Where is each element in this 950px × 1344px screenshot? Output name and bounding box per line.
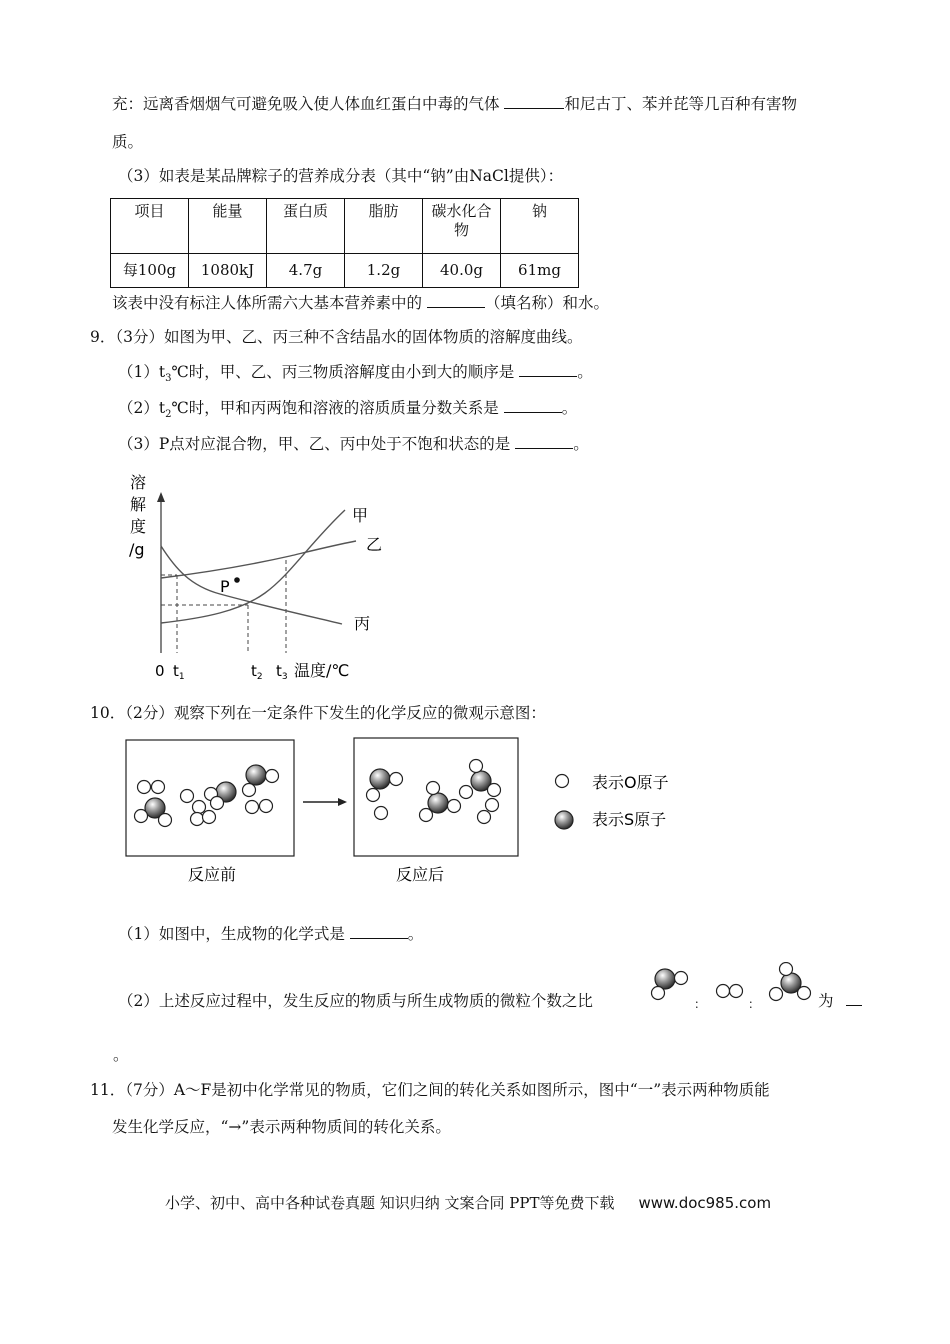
y-axis-arrow	[157, 492, 165, 502]
q8-after-table: 该表中没有标注人体所需六大基本营养素中的 （填名称）和水。	[112, 294, 609, 312]
y-axis-label: 度	[130, 517, 147, 536]
y-axis-label: /g	[129, 540, 145, 559]
q10-end: 。	[113, 1046, 129, 1064]
curve-label-yi: 乙	[366, 535, 383, 554]
solubility-graph	[120, 468, 400, 683]
table-cell: 40.0g	[423, 254, 501, 288]
o-atom-legend-icon	[556, 775, 569, 788]
q10-stem: 10．（2分）观察下列在一定条件下发生的化学反应的微观示意图：	[90, 704, 546, 722]
tick-t2: $t_2$	[251, 662, 263, 682]
table-cell: 1080kJ	[189, 254, 267, 288]
so3-molecule-icon	[770, 963, 811, 1001]
reaction-diagram	[120, 736, 700, 891]
q8-line-2: 质。	[112, 133, 144, 151]
curve-jia	[161, 510, 345, 623]
q10-sub-2: （2）上述反应过程中，发生反应的物质与所生成物质的微粒个数之比	[118, 992, 593, 1010]
before-caption: 反应前	[188, 865, 237, 884]
so3-molecule	[367, 769, 403, 820]
q11-line-2: 发生化学反应，“→”表示两种物质间的转化关系。	[112, 1118, 451, 1136]
ratio-colon: ：	[694, 997, 707, 1011]
origin-label: 0	[155, 662, 165, 680]
answer-blank	[350, 924, 408, 939]
table-header: 碳水化合物	[423, 199, 501, 254]
x-axis-label: 温度/℃	[294, 661, 350, 680]
so2-molecule-icon	[652, 969, 688, 1000]
table-cell: 每100g	[111, 254, 189, 288]
table-header: 能量	[189, 199, 267, 254]
so3-molecule	[460, 760, 501, 799]
so2-molecule	[243, 765, 279, 797]
table-cell: 61mg	[501, 254, 579, 288]
reaction-arrow-head	[338, 798, 347, 806]
q8-line-1: 充：远离香烟烟气可避免吸入使人体血红蛋白中毒的气体 和尼古丁、苯并芘等几百种有害物	[112, 95, 797, 113]
so2-molecule	[135, 798, 172, 827]
table-header: 蛋白质	[267, 199, 345, 254]
ratio-molecule-icons	[645, 962, 835, 1010]
answer-blank	[504, 398, 562, 413]
after-caption: 反应后	[396, 865, 445, 884]
answer-blank	[519, 362, 577, 377]
table-header: 钠	[501, 199, 579, 254]
table-row	[111, 254, 579, 288]
s-atom-legend-icon	[555, 811, 573, 829]
answer-blank	[427, 293, 485, 308]
so2-molecule	[205, 782, 237, 810]
ratio-colon: ：	[748, 997, 761, 1011]
q8-sub-3: （3）如表是某品牌粽子的营养成分表（其中“钠”由NaCl提供）：	[118, 167, 564, 185]
q11-line-1: 11．（7分）A～F是初中化学常见的物质，它们之间的转化关系如图所示，图中“一”表示两种物质能	[90, 1081, 770, 1099]
tick-t1: $t_1$	[173, 662, 185, 682]
q9-sub-3: （3）P点对应混合物，甲、乙、丙中处于不饱和状态的是 。	[118, 435, 589, 453]
curve-label-jia: 甲	[352, 506, 369, 525]
q9-sub-1: $(1)t_3℃$时，甲、乙、丙三物质溶解度由小到大的顺序是 。	[118, 363, 593, 385]
o2-molecule-icon	[717, 985, 743, 998]
curve-bing	[161, 546, 342, 624]
table-header: 脂肪	[345, 199, 423, 254]
table-header: 项目	[111, 199, 189, 254]
q10-sub-1: （1）如图中，生成物的化学式是 。	[118, 925, 424, 943]
answer-blank	[504, 94, 564, 109]
q10-wei: 为	[818, 991, 862, 1011]
page-footer: 小学、初中、高中各种试卷真题 知识归纳 文案合同 PPT等免费下载 www.doc985.com	[165, 1194, 772, 1212]
point-p-label: P	[220, 577, 230, 596]
answer-blank	[515, 434, 573, 449]
so3-molecule	[420, 782, 461, 822]
legend-o-label: 表示O原子	[592, 773, 669, 792]
table-cell: 4.7g	[267, 254, 345, 288]
footer-url[interactable]: www.doc985.com	[638, 1194, 772, 1212]
answer-blank	[846, 991, 862, 1006]
q9-sub-2: $(2)t_2℃$时，甲和丙两饱和溶液的溶质质量分数关系是 。	[118, 399, 578, 421]
q9-stem: 9．（3分）如图为甲、乙、丙三种不含结晶水的固体物质的溶解度曲线。	[90, 328, 583, 346]
point-p	[234, 577, 240, 583]
o2-molecule-after	[478, 799, 499, 824]
curve-label-bing: 丙	[354, 614, 371, 633]
nutrition-table	[110, 198, 579, 288]
tick-t3: $t_3$	[276, 662, 288, 682]
y-axis-label: 溶	[130, 473, 147, 492]
y-axis-label: 解	[130, 495, 147, 514]
legend-s-label: 表示S原子	[592, 810, 667, 829]
curve-yi	[161, 541, 356, 578]
table-cell: 1.2g	[345, 254, 423, 288]
table-row	[111, 199, 579, 254]
